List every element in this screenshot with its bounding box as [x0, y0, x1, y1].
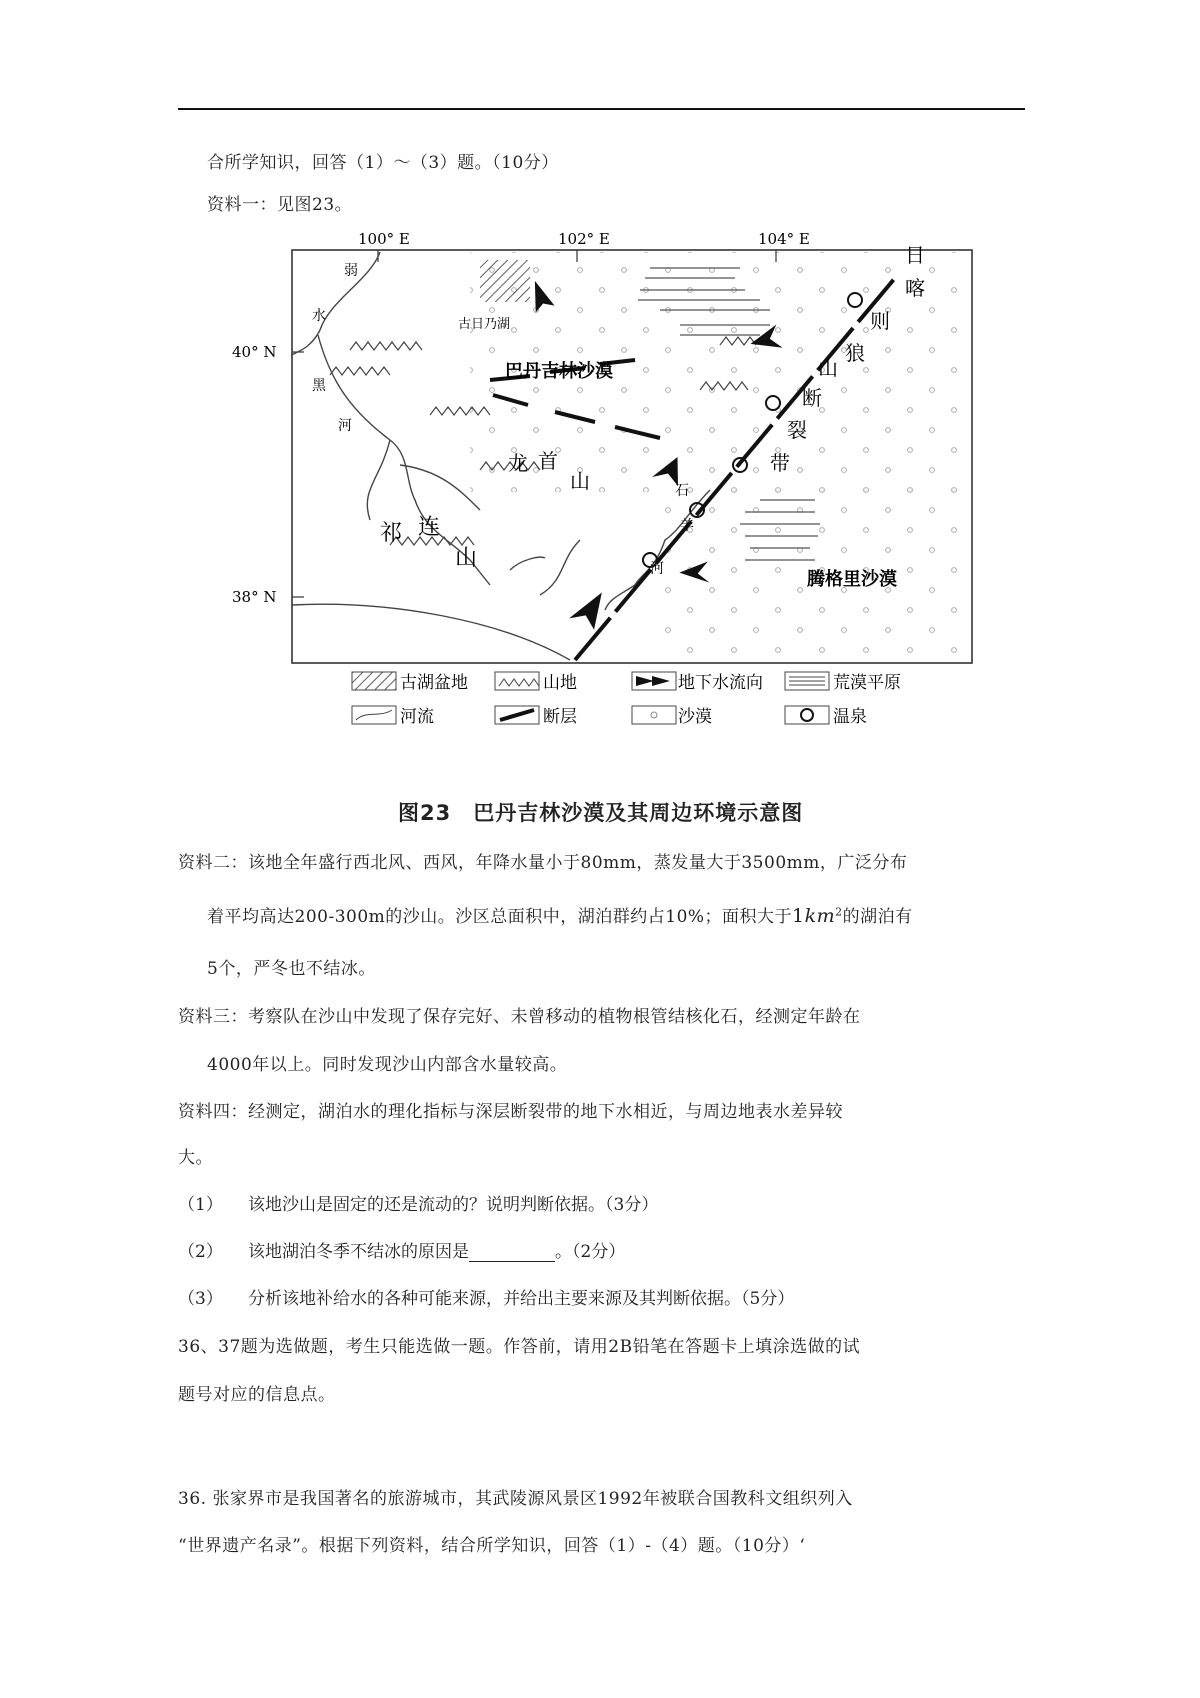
- hei-char-1: 黑: [312, 378, 326, 394]
- question-2-text-a: 该地湖泊冬季不结冰的原因是: [248, 1242, 469, 1262]
- legend-label-river: 河流: [400, 707, 434, 727]
- area-unit: km: [804, 905, 836, 927]
- material2-line-2b: 的湖泊有: [842, 907, 913, 927]
- fault-char-7: 裂: [787, 418, 807, 442]
- tengger-label: 腾格里沙漠: [807, 569, 897, 590]
- lon-tick-100: 100° E: [358, 230, 410, 248]
- legend-label-hot-spring: 温泉: [833, 707, 867, 727]
- hei-char-2: 河: [338, 418, 352, 434]
- area-number: 1: [792, 905, 805, 927]
- question-3-num: （3）: [178, 1289, 223, 1309]
- fault-char-5: 山: [818, 356, 838, 380]
- figure-caption: 图23 巴丹吉林沙漠及其周边环境示意图: [398, 801, 804, 825]
- legend-label-desert: 沙漠: [678, 707, 712, 727]
- qilian-char-3: 山: [455, 546, 478, 571]
- lat-tick-38: 38° N: [232, 588, 277, 606]
- legend-label-groundwater: 地下水流向: [678, 673, 763, 693]
- lon-tick-104: 104° E: [758, 230, 810, 248]
- shiyang-char-1: 石: [675, 483, 689, 499]
- lon-tick-102: 102° E: [558, 230, 610, 248]
- material2-line-1: 资料二：该地全年盛行西北风、西风，年降水量小于80mm，蒸发量大于3500mm，广泛分布: [178, 853, 908, 873]
- qilian-char-2: 连: [418, 515, 441, 540]
- fault-char-3: 则: [870, 309, 890, 333]
- fault-char-8: 带: [770, 451, 790, 475]
- longshou-char-2: 首: [538, 449, 558, 473]
- legend-label-fault: 断层: [543, 707, 577, 727]
- intro-line-2: 资料一：见图23。: [207, 195, 353, 215]
- question-1-text: 该地沙山是固定的还是流动的？说明判断依据。（3分）: [248, 1195, 659, 1215]
- ruo-char-1: 弱: [344, 263, 358, 279]
- legend: [352, 672, 901, 727]
- fault-char-4: 狼: [845, 341, 865, 365]
- material2-line-2a: 着平均高达200-300m的沙山。沙区总面积中，湖泊群约占10%；面积大于: [207, 907, 793, 927]
- elective-line-2: 题号对应的信息点。: [178, 1385, 336, 1405]
- q36-line-1: 36. 张家界市是我国著名的旅游城市，其武陵源风景区1992年被联合国教科文组织列入: [178, 1489, 853, 1509]
- longshou-char-1: 龙: [508, 451, 528, 475]
- legend-label-desert-plain: 荒漠平原: [833, 673, 901, 693]
- answer-blank[interactable]: [469, 1243, 555, 1262]
- map-figure: [232, 230, 990, 800]
- material4-line-1: 资料四：经测定，湖泊水的理化指标与深层断裂带的地下水相近，与周边地表水差异较: [178, 1102, 843, 1122]
- badain-label: 巴丹吉林沙漠: [505, 361, 613, 382]
- material2-line-2: [207, 902, 913, 927]
- question-2: [178, 1237, 625, 1262]
- lat-tick-40: 40° N: [232, 343, 277, 361]
- question-1-num: （1）: [178, 1195, 223, 1215]
- longshou-char-3: 山: [570, 469, 590, 493]
- ancient-lake-basin: [480, 260, 530, 302]
- ruo-char-2: 水: [312, 308, 326, 324]
- material3-line-2: 4000年以上。同时发现沙山内部含水量较高。: [207, 1055, 568, 1075]
- lake-label: 古日乃湖: [458, 317, 511, 332]
- shiyang-char-2: 羊: [680, 518, 694, 534]
- question-3: [178, 1284, 794, 1309]
- material2-line-3: 5个，严冬也不结冰。: [207, 959, 376, 979]
- elective-line-1: 36、37题为选做题，考生只能选做一题。作答前，请用2B铅笔在答题卡上填涂选做的试: [178, 1337, 861, 1357]
- qilian-char-1: 祁: [380, 521, 403, 546]
- question-2-text-b: 。（2分）: [555, 1242, 626, 1262]
- question-1: [178, 1190, 658, 1215]
- area-unit-sup: 2: [835, 905, 843, 919]
- question-2-num: （2）: [178, 1242, 223, 1262]
- legend-label-ancient-lake: 古湖盆地: [400, 673, 468, 693]
- legend-label-mountain: 山地: [543, 673, 577, 693]
- header-rule: [178, 108, 1025, 110]
- fault-char-1: 日: [905, 243, 925, 267]
- q36-line-2: “世界遗产名录”。根据下列资料，结合所学知识，回答（1）-（4）题。（10分）‘: [178, 1536, 806, 1556]
- fault-char-2: 喀: [905, 276, 925, 300]
- material3-line-1: 资料三：考察队在沙山中发现了保存完好、未曾移动的植物根管结核化石，经测定年龄在: [178, 1007, 861, 1027]
- material4-line-2: 大。: [178, 1148, 213, 1168]
- intro-line-1: 合所学知识，回答（1）～（3）题。（10分）: [207, 153, 559, 173]
- question-3-text: 分析该地补给水的各种可能来源，并给出主要来源及其判断依据。（5分）: [248, 1289, 795, 1309]
- fault-char-6: 断: [802, 386, 822, 410]
- shiyang-char-3: 河: [650, 561, 664, 577]
